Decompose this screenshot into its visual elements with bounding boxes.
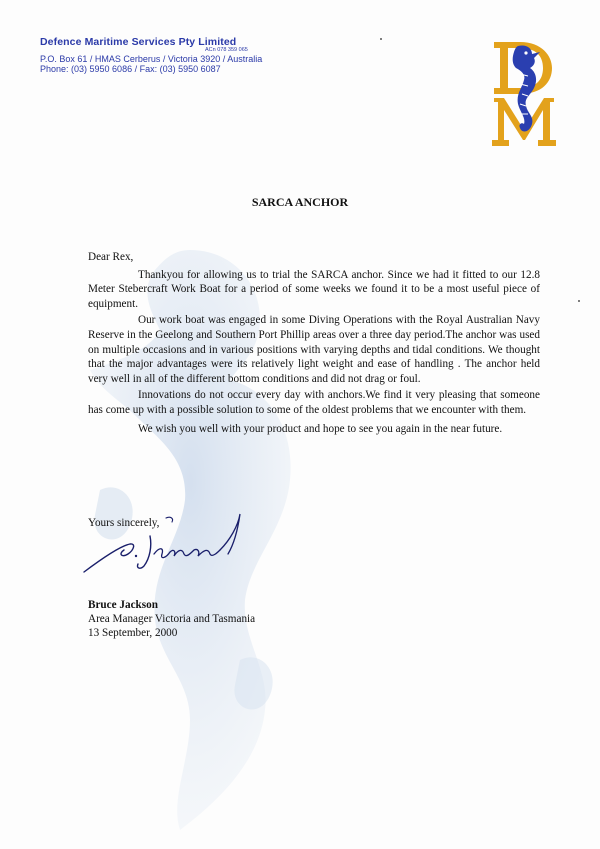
body-paragraph: We wish you well with your product and hope to see you again in the near future. bbox=[138, 422, 503, 435]
company-address: P.O. Box 61 / HMAS Cerberus / Victoria 3920 / Australia bbox=[40, 54, 263, 64]
company-acn: ACn 078 359 065 bbox=[205, 47, 248, 53]
handwritten-signature-icon bbox=[80, 510, 250, 582]
scan-speck bbox=[578, 300, 580, 302]
signer-name: Bruce Jackson bbox=[88, 599, 158, 611]
signer-block bbox=[88, 598, 255, 640]
letter-date: 13 September, 2000 bbox=[88, 627, 178, 639]
body-paragraph: Our work boat was engaged in some Diving Operations with the Royal Australian Navy Reserve in the Geelong and Southern Port Phillip areas over a three day period.The anchor was used on multiple occasions and in various positions with varying depths and tidal conditions. We thought that the major advantages were its relatively light weight and ease of handling . The anchor held very well in all of the different bottom conditions and did not drag or foul. bbox=[88, 314, 540, 385]
body-paragraph: Innovations do not occur every day with anchors.We find it very pleasing that someone has come up with a possible solution to some of the oldest problems that we encounter with them. bbox=[88, 389, 540, 416]
body-paragraph: Thankyou for allowing us to trial the SARCA anchor. Since we had it fitted to our 12.8 Meter Stebercraft Work Boat for a period of some weeks we found it to be a most useful piece of equipment. bbox=[88, 268, 540, 310]
letter-body bbox=[88, 250, 540, 436]
letter-title: SARCA ANCHOR bbox=[251, 195, 349, 209]
letterhead bbox=[40, 36, 262, 74]
closing: Yours sincerely, bbox=[88, 517, 160, 529]
dms-seahorse-logo-icon bbox=[490, 40, 560, 148]
salutation: Dear Rex, bbox=[88, 251, 134, 263]
scan-speck bbox=[380, 38, 382, 40]
company-phone: Phone: (03) 5950 6086 / Fax: (03) 5950 6087 bbox=[40, 64, 221, 74]
company-name: Defence Maritime Services Pty Limited bbox=[40, 36, 237, 48]
signer-role: Area Manager Victoria and Tasmania bbox=[88, 613, 256, 625]
